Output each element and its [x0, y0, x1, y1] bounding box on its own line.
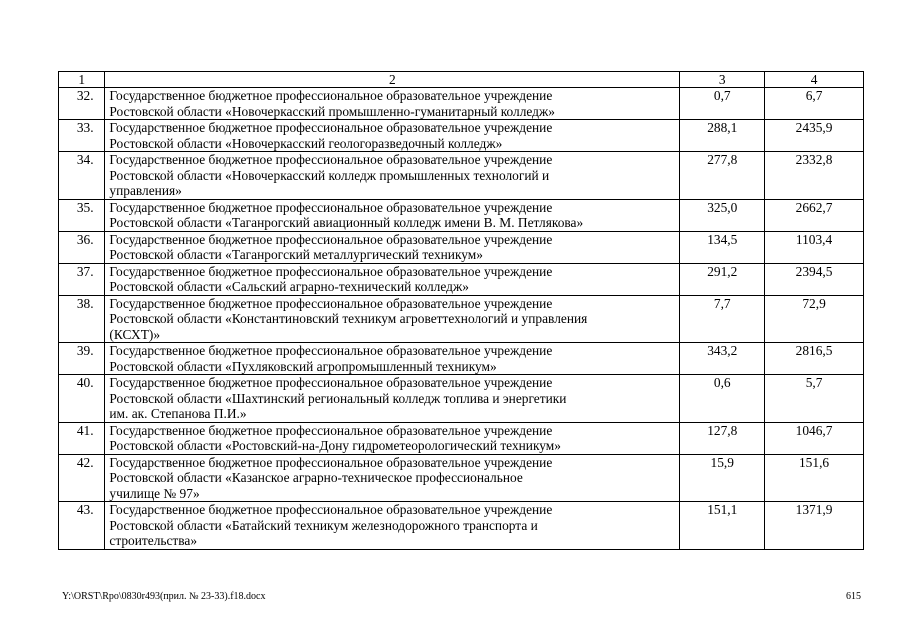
table-row	[59, 152, 864, 200]
row-number: 35.	[59, 199, 105, 231]
row-number: 37.	[59, 263, 105, 295]
table-row	[59, 422, 864, 454]
value-col-4: 2662,7	[765, 199, 864, 231]
institution-name	[105, 152, 680, 200]
institution-name-line: (КСХТ)»	[109, 326, 161, 342]
institution-name	[105, 422, 680, 454]
table-row	[59, 263, 864, 295]
value-col-3: 151,1	[680, 502, 765, 550]
institution-name	[105, 343, 680, 375]
institution-name	[105, 120, 680, 152]
institution-name-line: Государственное бюджетное профессиональное образовательное учреждение	[109, 502, 553, 517]
header-col-4: 4	[765, 72, 864, 88]
value-col-4: 2816,5	[765, 343, 864, 375]
institution-name-line: Государственное бюджетное профессиональное образовательное учреждение	[109, 454, 553, 470]
value-col-3: 288,1	[680, 120, 765, 152]
institution-name	[105, 375, 680, 423]
value-col-4: 1103,4	[765, 231, 864, 263]
institution-name-line: Государственное бюджетное профессиональное образовательное учреждение	[109, 120, 553, 135]
value-col-4: 1371,9	[765, 502, 864, 550]
value-col-4: 2435,9	[765, 120, 864, 152]
value-col-4: 6,7	[765, 88, 864, 120]
institution-name-line: управления»	[109, 183, 182, 198]
institution-name-line: Государственное бюджетное профессиональное образовательное учреждение	[109, 375, 553, 390]
value-col-3: 7,7	[680, 295, 765, 343]
value-col-4: 2332,8	[765, 152, 864, 200]
footer-file-path: Y:\ORST\Rpo\0830r493(прил. № 23-33).f18.docx	[62, 591, 266, 602]
value-col-3: 134,5	[680, 231, 765, 263]
institution-name-line: Ростовской области «Константиновский техникум агроветтехнологий и управления	[109, 311, 588, 326]
institution-name	[105, 454, 680, 502]
institution-name-line: Ростовской области «Батайский техникум железнодорожного транспорта и	[109, 517, 538, 533]
institution-name	[105, 502, 680, 550]
row-number: 43.	[59, 502, 105, 550]
value-col-3: 325,0	[680, 199, 765, 231]
institution-name	[105, 263, 680, 295]
institution-name	[105, 295, 680, 343]
header-col-1: 1	[59, 72, 105, 88]
table-row	[59, 454, 864, 502]
institution-name-line: Государственное бюджетное профессиональное образовательное учреждение	[109, 199, 553, 215]
row-number: 42.	[59, 454, 105, 502]
table-row	[59, 343, 864, 375]
value-col-3: 15,9	[680, 454, 765, 502]
institution-name-line: Государственное бюджетное профессиональное образовательное учреждение	[109, 422, 553, 438]
institution-name-line: Государственное бюджетное профессиональное образовательное учреждение	[109, 231, 553, 247]
table-row	[59, 295, 864, 343]
row-number: 33.	[59, 120, 105, 152]
value-col-3: 0,6	[680, 375, 765, 423]
value-col-4: 2394,5	[765, 263, 864, 295]
header-col-2: 2	[105, 72, 680, 88]
row-number: 36.	[59, 231, 105, 263]
institution-name-line: училище № 97»	[109, 485, 200, 501]
value-col-4: 1046,7	[765, 422, 864, 454]
row-number: 39.	[59, 343, 105, 375]
institution-name-line: Ростовской области «Ростовский-на-Дону гидрометеорологический техникум»	[109, 438, 561, 453]
value-col-3: 343,2	[680, 343, 765, 375]
row-number: 38.	[59, 295, 105, 343]
institution-name-line: Государственное бюджетное профессиональное образовательное учреждение	[109, 88, 553, 103]
institution-name-line: Государственное бюджетное профессиональное образовательное учреждение	[109, 263, 553, 279]
value-col-4: 72,9	[765, 295, 864, 343]
table-body	[59, 72, 864, 550]
table-header-row	[59, 72, 864, 88]
institution-name-line: Государственное бюджетное профессиональное образовательное учреждение	[109, 295, 553, 311]
institution-name-line: Ростовской области «Сальский аграрно-технический колледж»	[109, 279, 469, 294]
row-number: 34.	[59, 152, 105, 200]
institution-name-line: Ростовской области «Новочеркасский геологоразведочный колледж»	[109, 135, 503, 151]
table-row	[59, 502, 864, 550]
value-col-4: 151,6	[765, 454, 864, 502]
value-col-3: 291,2	[680, 263, 765, 295]
footer-page-number: 615	[846, 591, 861, 602]
institution-name-line: Ростовской области «Пухляковский агропромышленный техникум»	[109, 358, 497, 374]
row-number: 41.	[59, 422, 105, 454]
institution-name-line: Ростовской области «Новочеркасский промышленно-гуманитарный колледж»	[109, 103, 555, 119]
institution-name-line: Государственное бюджетное профессиональное образовательное учреждение	[109, 152, 553, 167]
value-col-4: 5,7	[765, 375, 864, 423]
value-col-3: 277,8	[680, 152, 765, 200]
institution-name-line: Ростовской области «Новочеркасский колледж промышленных технологий и	[109, 167, 550, 183]
value-col-3: 127,8	[680, 422, 765, 454]
institution-name-line: Государственное бюджетное профессиональное образовательное учреждение	[109, 343, 553, 358]
table-row	[59, 375, 864, 423]
institution-name-line: Ростовской области «Таганрогский металлургический техникум»	[109, 247, 483, 262]
value-col-3: 0,7	[680, 88, 765, 120]
table-row	[59, 88, 864, 120]
institution-name-line: Ростовской области «Шахтинский региональный колледж топлива и энергетики	[109, 390, 567, 406]
row-number: 40.	[59, 375, 105, 423]
table-row	[59, 199, 864, 231]
institution-name	[105, 199, 680, 231]
institution-name-line: Ростовской области «Таганрогский авиационный колледж имени В. М. Петлякова»	[109, 215, 584, 230]
institution-name-line: им. ак. Степанова П.И.»	[109, 406, 247, 421]
table-row	[59, 120, 864, 152]
row-number: 32.	[59, 88, 105, 120]
institution-name	[105, 88, 680, 120]
institution-name	[105, 231, 680, 263]
header-col-3: 3	[680, 72, 765, 88]
table-row	[59, 231, 864, 263]
institution-name-line: строительства»	[109, 533, 198, 548]
data-table	[58, 71, 864, 550]
institution-name-line: Ростовской области «Казанское аграрно-техническое профессиональное	[109, 470, 523, 485]
